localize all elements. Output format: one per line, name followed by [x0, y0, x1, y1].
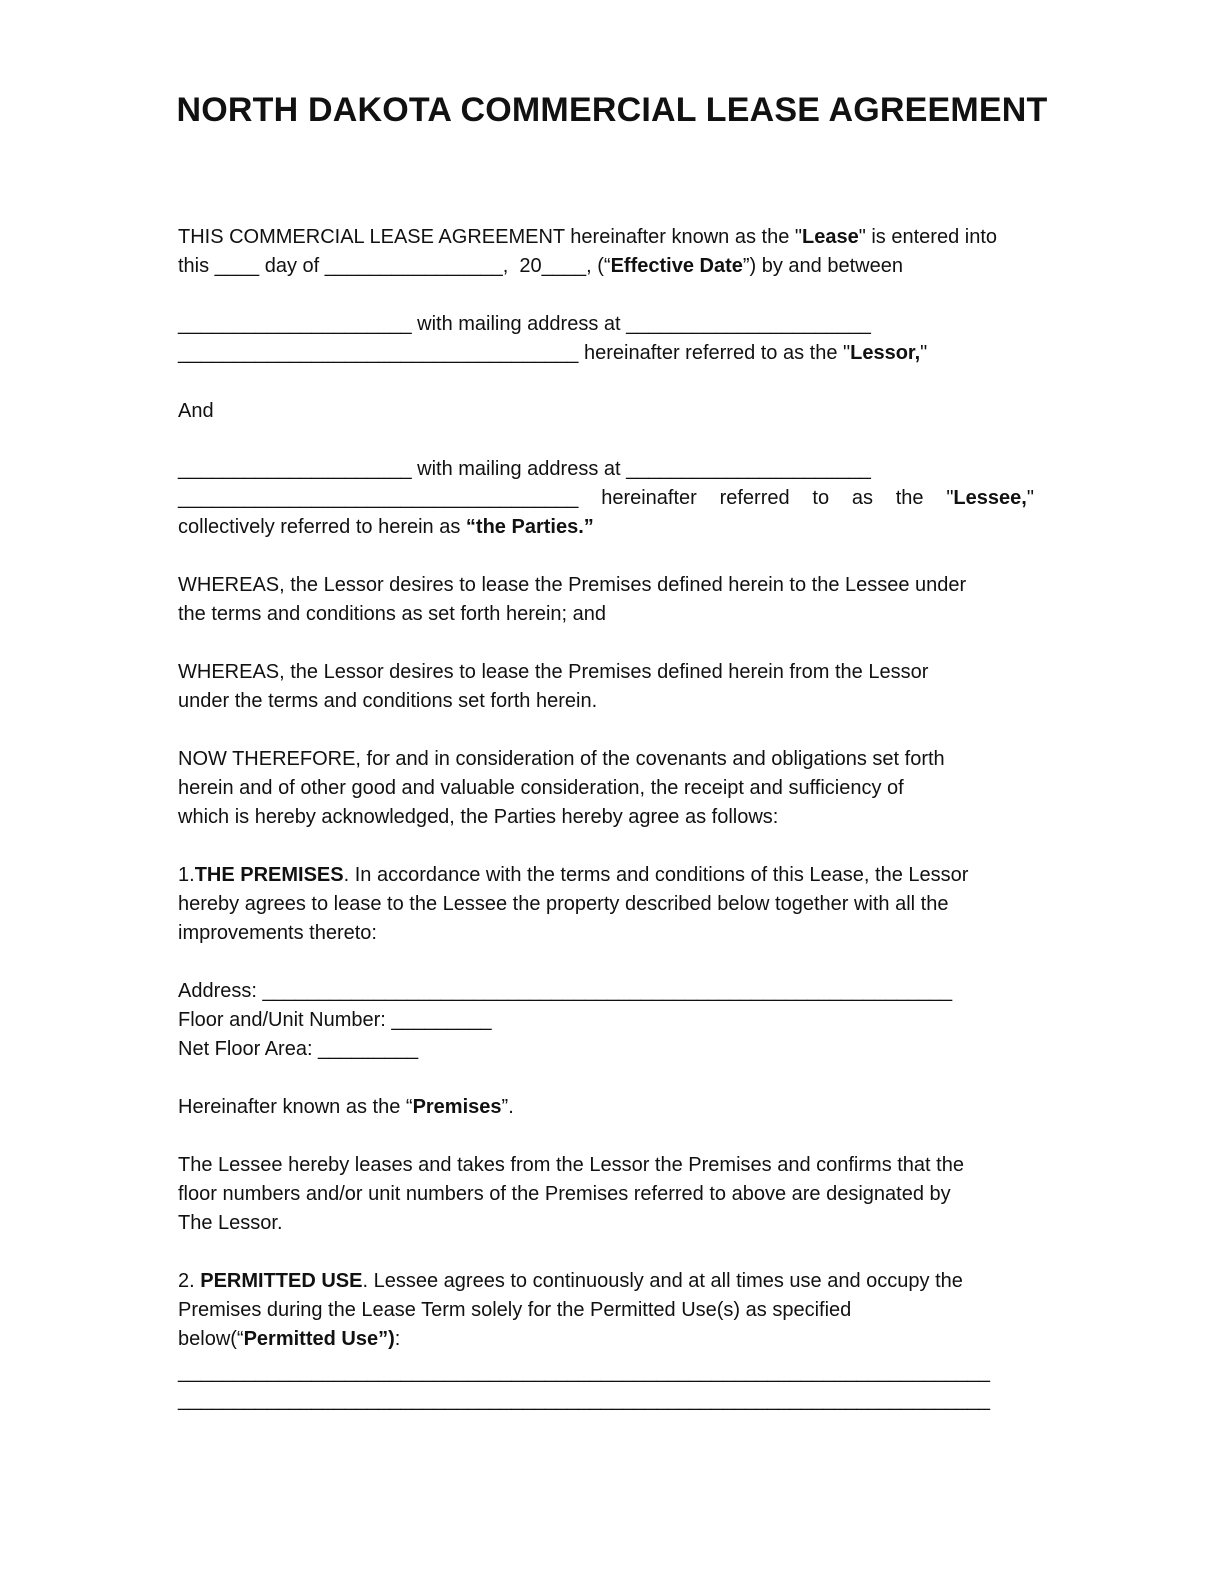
floor-unit-field: Floor and/Unit Number: _________: [178, 1009, 492, 1031]
intro-line-1: [178, 223, 997, 252]
lessor-line-2: [178, 339, 927, 368]
lessee-word: the: [895, 487, 924, 509]
lessee-leases-line-1: The Lessee hereby leases and takes from the Lessor the Premises and confirms that the: [178, 1154, 964, 1176]
lessee-word: hereinafter: [601, 487, 697, 509]
lessee-line-1: _____________________ with mailing address at ______________________: [178, 458, 871, 480]
section-number: 1.: [178, 864, 195, 886]
parties-text: collectively referred to herein as: [178, 516, 466, 538]
effective-date-bold: Effective Date: [610, 255, 743, 277]
and-text: And: [178, 400, 214, 422]
lessee-blank: ____________________________________: [178, 487, 579, 509]
now-therefore-line-2: herein and of other good and valuable consideration, the receipt and sufficiency of: [178, 777, 904, 799]
section-1-text: . In accordance with the terms and conditions of this Lease, the Lessor: [343, 864, 969, 886]
permitted-use-bold: Permitted Use”): [243, 1328, 395, 1350]
whereas-1-line-2: the terms and conditions as set forth herein; and: [178, 603, 607, 625]
lessor-text: ____________________________________ hereinafter referred to as the ": [178, 342, 851, 364]
address-field: Address: ______________________________________________________________: [178, 980, 953, 1002]
lessor-bold: Lessor,: [850, 342, 921, 364]
section-1-line-3: improvements thereto:: [178, 922, 377, 944]
intro-text: THIS COMMERCIAL LEASE AGREEMENT hereinafter known as the ": [178, 226, 802, 248]
now-therefore-line-3: which is hereby acknowledged, the Parties hereby agree as follows:: [178, 806, 779, 828]
lessee-word: as: [851, 487, 873, 509]
lessee-word: to: [812, 487, 830, 509]
premises-text: Hereinafter known as the “: [178, 1096, 413, 1118]
section-2-line-2: Premises during the Lease Term solely for the Permitted Use(s) as specified: [178, 1299, 852, 1321]
permitted-use-blank-2: _________________________________________________________________________: [178, 1389, 990, 1411]
whereas-2-line-2: under the terms and conditions set forth herein.: [178, 690, 598, 712]
permitted-use-blank-1: _________________________________________________________________________: [178, 1361, 990, 1383]
lessee-leases-line-3: The Lessor.: [178, 1212, 283, 1234]
section-1-heading: THE PREMISES: [194, 864, 344, 886]
lease-term-bold: Lease: [801, 226, 859, 248]
permitted-use-colon: :: [394, 1328, 401, 1350]
intro-text: " is entered into: [858, 226, 997, 248]
lessee-bold: Lessee,: [953, 487, 1027, 509]
premises-bold: Premises: [412, 1096, 502, 1118]
whereas-1-line-1: WHEREAS, the Lessor desires to lease the Premises defined herein to the Lessee under: [178, 574, 967, 596]
parties-bold: “the Parties.”: [465, 516, 594, 538]
lessor-quote: ": [920, 342, 928, 364]
section-2-heading: PERMITTED USE: [200, 1270, 363, 1292]
now-therefore-line-1: NOW THEREFORE, for and in consideration of the covenants and obligations set forth: [178, 748, 945, 770]
lessee-quote: ": [946, 487, 954, 509]
section-1-line-2: hereby agrees to lease to the Lessee the property described below together with all the: [178, 893, 949, 915]
section-2-line-3: [178, 1325, 400, 1354]
lessee-line-3: [178, 513, 594, 542]
permitted-use-text: below(“: [178, 1328, 244, 1350]
premises-definition: [178, 1093, 514, 1122]
lessee-word-group: [946, 484, 1034, 513]
lessee-leases-line-2: floor numbers and/or unit numbers of the Premises referred to above are designated by: [178, 1183, 951, 1205]
net-floor-area-field: Net Floor Area: _________: [178, 1038, 419, 1060]
whereas-2-line-1: WHEREAS, the Lessor desires to lease the Premises defined herein from the Lessor: [178, 661, 929, 683]
section-2-line-1: [178, 1267, 963, 1296]
lessor-line-1: _____________________ with mailing address at ______________________: [178, 313, 871, 335]
section-2-text: . Lessee agrees to continuously and at all times use and occupy the: [362, 1270, 963, 1292]
intro-text: ”) by and between: [742, 255, 903, 277]
effective-date-blanks: this ____ day of ________________, 20____, (“: [178, 255, 611, 277]
intro-line-2: [178, 252, 903, 281]
lessee-quote: ": [1026, 487, 1034, 509]
lessee-word: referred: [719, 487, 790, 509]
section-number: 2.: [178, 1270, 201, 1292]
lessee-line-2: [178, 484, 1034, 513]
premises-text: ”.: [501, 1096, 514, 1118]
document-title: NORTH DAKOTA COMMERCIAL LEASE AGREEMENT: [176, 91, 1048, 129]
section-1-line-1: [178, 861, 968, 890]
